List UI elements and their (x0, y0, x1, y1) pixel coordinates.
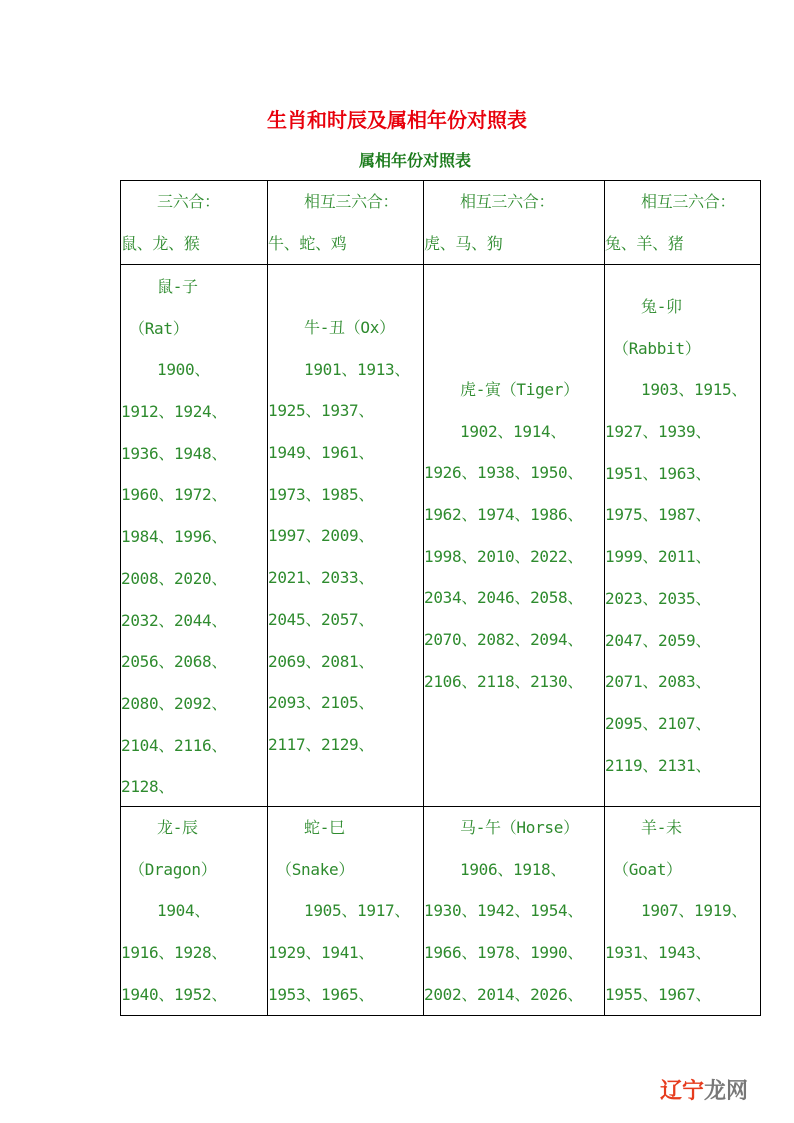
year-line: 1931、1943、 (605, 943, 712, 963)
first-year: 1906、1918、 (460, 859, 567, 879)
zodiac-name: 羊-未 (641, 818, 682, 837)
year-line: 1997、2009、 (268, 526, 375, 546)
zodiac-name: 马-午（Horse） (460, 818, 579, 837)
first-year: 1901、1913、 (304, 359, 411, 379)
year-line: 2093、2105、 (268, 693, 375, 713)
year-line: 2069、2081、 (268, 651, 375, 671)
year-line: 2117、2129、 (268, 734, 375, 754)
cell-snake (268, 807, 423, 1015)
year-line: 1960、1972、 (121, 485, 228, 505)
year-line: 1916、1928、 (121, 943, 228, 963)
year-line: 2008、2020、 (121, 568, 228, 588)
header-group: 鼠、龙、猴 (121, 233, 200, 253)
year-line: 1966、1978、1990、 (424, 943, 584, 963)
year-line: 2104、2116、 (121, 735, 228, 755)
header-label: 相互三六合： (304, 192, 399, 211)
first-year: 1904、 (157, 901, 211, 921)
site-logo (660, 1074, 748, 1105)
year-line: 2119、2131、 (605, 755, 712, 775)
table-title: 属相年份对照表 (358, 151, 471, 170)
first-year: 1907、1919、 (641, 901, 748, 921)
first-year: 1903、1915、 (641, 380, 748, 400)
year-line: 1930、1942、1954、 (424, 901, 584, 921)
first-year: 1905、1917、 (304, 901, 411, 921)
logo-part-1: 辽宁 (660, 1078, 705, 1104)
year-line: 2095、2107、 (605, 713, 712, 733)
year-line: 2128、 (121, 777, 175, 797)
zodiac-name: 鼠-子 (157, 277, 198, 296)
cell-goat (605, 807, 760, 1015)
zodiac-name: 虎-寅（Tiger） (460, 380, 579, 399)
year-line: 1998、2010、2022、 (424, 546, 584, 566)
year-line: 1927、1939、 (605, 422, 712, 442)
header-group: 虎、马、狗 (424, 233, 503, 253)
year-line: 2034、2046、2058、 (424, 588, 584, 608)
year-line: 1962、1974、1986、 (424, 505, 584, 525)
header-cell-ox-snake-rooster (268, 181, 423, 264)
first-year: 1900、 (157, 360, 211, 380)
zodiac-english: （Rabbit） (613, 338, 701, 358)
header-cell-rat-dragon-monkey (121, 181, 267, 264)
cell-rat (121, 266, 267, 808)
year-line: 2021、2033、 (268, 568, 375, 588)
year-line: 2106、2118、2130、 (424, 671, 584, 691)
header-label: 相互三六合： (460, 192, 555, 211)
cell-horse (424, 807, 604, 1015)
year-line: 2071、2083、 (605, 672, 712, 692)
zodiac-name: 牛-丑（Ox） (304, 318, 395, 337)
year-line: 1925、1937、 (268, 401, 375, 421)
year-line: 1984、1996、 (121, 527, 228, 547)
zodiac-english: （Rat） (129, 318, 189, 338)
zodiac-english: （Goat） (613, 859, 682, 879)
cell-dragon (121, 807, 267, 1015)
year-line: 1949、1961、 (268, 443, 375, 463)
header-label: 相互三六合： (641, 192, 736, 211)
zodiac-name: 蛇-巳 (304, 818, 345, 837)
page-title: 生肖和时辰及属相年份对照表 (267, 108, 527, 132)
header-label: 三六合： (157, 192, 220, 211)
header-cell-rabbit-goat-pig (605, 181, 760, 264)
year-line: 2080、2092、 (121, 693, 228, 713)
zodiac-name: 兔-卯 (641, 297, 682, 316)
year-line: 2047、2059、 (605, 630, 712, 650)
year-line: 2032、2044、 (121, 610, 228, 630)
zodiac-english: （Dragon） (129, 859, 217, 879)
first-year: 1902、1914、 (460, 421, 567, 441)
cell-tiger (424, 369, 604, 703)
year-line: 2045、2057、 (268, 609, 375, 629)
zodiac-english: （Snake） (276, 859, 355, 879)
header-cell-tiger-horse-dog (424, 181, 604, 264)
year-line: 1953、1965、 (268, 984, 375, 1004)
year-line: 2056、2068、 (121, 652, 228, 672)
year-line: 1975、1987、 (605, 505, 712, 525)
year-line: 1999、2011、 (605, 547, 712, 567)
year-line: 1940、1952、 (121, 984, 228, 1004)
year-line: 1951、1963、 (605, 463, 712, 483)
year-line: 1955、1967、 (605, 984, 712, 1004)
table-border-right (760, 180, 761, 1016)
zodiac-name: 龙-辰 (157, 818, 198, 837)
year-line: 2002、2014、2026、 (424, 984, 584, 1004)
year-line: 1912、1924、 (121, 402, 228, 422)
year-line: 1929、1941、 (268, 943, 375, 963)
year-line: 2023、2035、 (605, 588, 712, 608)
header-group: 兔、羊、猪 (605, 233, 684, 253)
year-line: 1973、1985、 (268, 484, 375, 504)
cell-rabbit (605, 286, 760, 786)
header-group: 牛、蛇、鸡 (268, 233, 347, 253)
year-line: 1926、1938、1950、 (424, 463, 584, 483)
logo-part-2: 龙网 (704, 1078, 749, 1104)
year-line: 2070、2082、2094、 (424, 630, 584, 650)
year-line: 1936、1948、 (121, 443, 228, 463)
cell-ox (268, 307, 423, 766)
